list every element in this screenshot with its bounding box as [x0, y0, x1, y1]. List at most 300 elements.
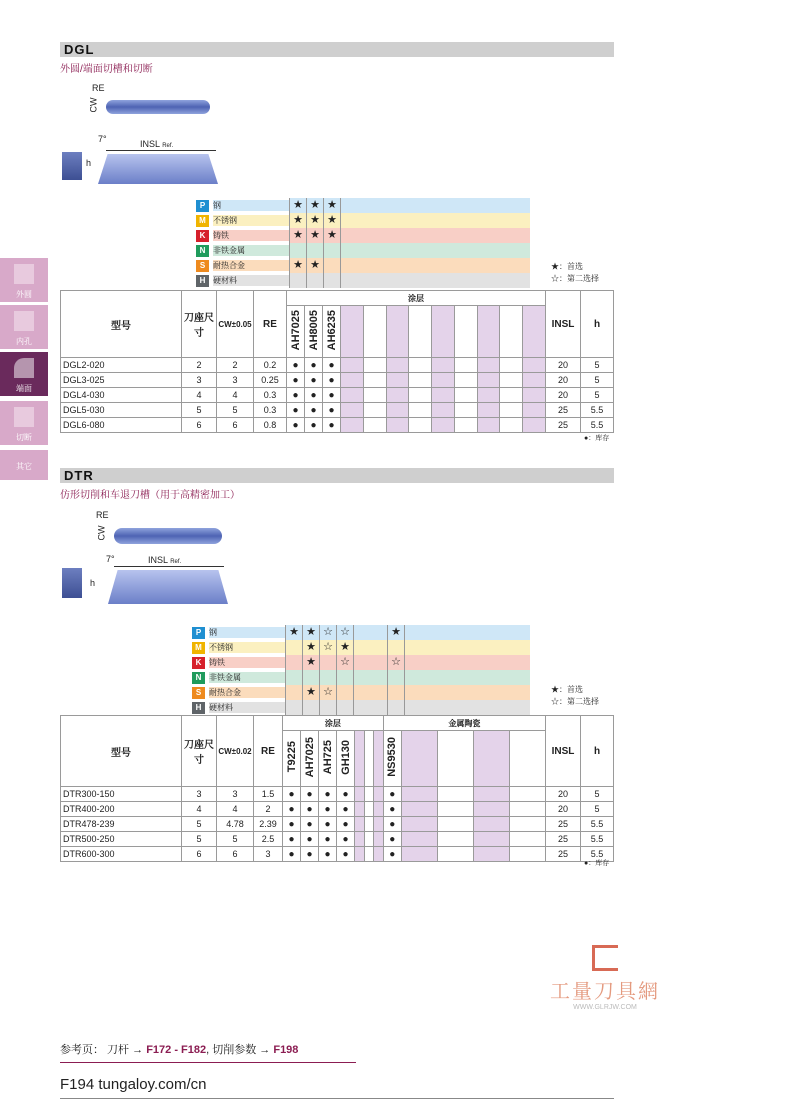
rating-empty	[353, 625, 387, 640]
material-key: P	[196, 200, 209, 212]
col-model: 型号	[61, 291, 182, 358]
cw-cell: 2	[217, 358, 254, 373]
side-tab-label: 内孔	[16, 337, 32, 346]
face-grooving-icon	[14, 358, 34, 378]
table-row	[61, 373, 614, 388]
material-row-h	[192, 700, 530, 715]
rating-cell	[302, 700, 319, 715]
stock-cell: ●	[305, 418, 323, 433]
page-number: F194	[60, 1076, 95, 1093]
model-cell: DTR300-150	[61, 787, 182, 802]
grade-empty	[409, 306, 432, 358]
stock-cell: ●	[337, 787, 355, 802]
re-cell: 0.8	[254, 418, 287, 433]
reference-pages	[60, 1041, 298, 1057]
side-tab-face[interactable]	[0, 352, 48, 396]
angle-label: 7°	[98, 134, 107, 144]
table-row	[61, 817, 614, 832]
re-cell: 3	[254, 847, 283, 862]
rating-cell: ★	[285, 625, 302, 640]
h-cell: 5.5	[581, 847, 614, 862]
cw-cell: 6	[217, 847, 254, 862]
rating-cell: ★	[323, 213, 340, 228]
rating-cell: ★	[289, 258, 306, 273]
stock-cell: ●	[337, 847, 355, 862]
rating-empty	[353, 640, 387, 655]
material-row-s	[196, 258, 530, 273]
dtr-stock-note: ●：库存	[584, 860, 610, 867]
material-row-m	[192, 640, 530, 655]
material-row-k	[192, 655, 530, 670]
cw-cell: 5	[217, 403, 254, 418]
stock-cell: ●	[337, 817, 355, 832]
side-tab-label: 外圆	[16, 290, 32, 299]
rating-cell	[387, 700, 404, 715]
rating-filler	[404, 670, 530, 685]
model-cell: DGL4-030	[61, 388, 182, 403]
cutoff-icon	[14, 407, 34, 427]
rating-cell	[306, 273, 323, 288]
h-label: h	[90, 578, 96, 588]
rating-cell: ★	[302, 640, 319, 655]
material-key: M	[196, 215, 209, 227]
material-row-h	[196, 273, 530, 288]
rating-cell	[289, 243, 306, 258]
material-key: M	[192, 642, 205, 654]
insl-cell: 20	[546, 787, 581, 802]
insl-cell: 25	[546, 847, 581, 862]
rating-cell: ★	[323, 228, 340, 243]
re-cell: 1.5	[254, 787, 283, 802]
rating-cell	[285, 655, 302, 670]
model-cell: DGL6-080	[61, 418, 182, 433]
rating-empty	[353, 685, 387, 700]
dtr-title: DTR	[64, 468, 94, 483]
model-cell: DTR478-239	[61, 817, 182, 832]
stock-cell: ●	[323, 358, 341, 373]
dtr-section-header	[60, 468, 614, 483]
material-row-p	[196, 198, 530, 213]
rating-cell	[289, 273, 306, 288]
stock-cell: ●	[383, 832, 401, 847]
legend-second-choice: ☆：第二选择	[551, 697, 599, 706]
rating-filler	[340, 213, 530, 228]
h-label: h	[86, 158, 92, 168]
col-cw: CW±0.05	[217, 291, 254, 358]
col-cw: CW±0.02	[217, 716, 254, 787]
stock-cell: ●	[337, 832, 355, 847]
stock-cell: ●	[287, 418, 305, 433]
rating-cell: ☆	[319, 625, 336, 640]
stock-cell: ●	[383, 787, 401, 802]
grade-header: AH7025	[301, 731, 319, 787]
seat-cell: 3	[182, 787, 217, 802]
material-key: N	[196, 245, 209, 257]
material-name: 硬材料	[209, 702, 285, 713]
rating-cell	[319, 670, 336, 685]
side-tab-label: 切断	[16, 433, 32, 442]
material-key: P	[192, 627, 205, 639]
stock-cell: ●	[301, 802, 319, 817]
re-cell: 2.39	[254, 817, 283, 832]
grade-header: GH130	[337, 731, 355, 787]
grade-empty	[374, 731, 384, 787]
stock-cell: ●	[323, 373, 341, 388]
dtr-holder-image	[62, 568, 82, 598]
insl-cell: 20	[546, 373, 581, 388]
seat-cell: 2	[182, 358, 217, 373]
rating-cell	[387, 640, 404, 655]
h-cell: 5	[581, 787, 614, 802]
seat-cell: 5	[182, 817, 217, 832]
side-tab-other[interactable]	[0, 450, 48, 480]
model-cell: DGL3-025	[61, 373, 182, 388]
cw-cell: 4.78	[217, 817, 254, 832]
col-model: 型号	[61, 716, 182, 787]
seat-cell: 4	[182, 388, 217, 403]
stock-cell: ●	[287, 388, 305, 403]
rating-cell: ★	[289, 213, 306, 228]
dgl-holder-image	[62, 152, 82, 180]
rating-cell	[387, 670, 404, 685]
watermark	[540, 945, 670, 1011]
h-cell: 5	[581, 802, 614, 817]
model-cell: DTR600-300	[61, 847, 182, 862]
rating-cell	[306, 243, 323, 258]
col-h: h	[581, 716, 614, 787]
stock-cell: ●	[323, 418, 341, 433]
page-footer	[60, 1076, 207, 1093]
grade-empty	[437, 731, 473, 787]
insl-label: INSL Ref.	[148, 555, 182, 565]
col-insl: INSL	[546, 291, 581, 358]
stock-cell: ●	[383, 802, 401, 817]
ref-prefix: 参考页： 刀杆 →	[60, 1044, 144, 1056]
seat-cell: 5	[182, 832, 217, 847]
model-cell: DGL2-020	[61, 358, 182, 373]
insl-dimension-line	[114, 566, 224, 567]
material-key: S	[196, 260, 209, 272]
rating-cell	[285, 700, 302, 715]
re-label: RE	[96, 510, 109, 520]
material-row-k	[196, 228, 530, 243]
seat-cell: 5	[182, 403, 217, 418]
col-insl: INSL	[546, 716, 581, 787]
rating-filler	[340, 273, 530, 288]
dtr-subtitle: 仿形切削和车退刀槽（用于高精密加工）	[60, 490, 240, 501]
stock-cell: ●	[337, 802, 355, 817]
seat-cell: 4	[182, 802, 217, 817]
rating-cell: ★	[336, 640, 353, 655]
stock-cell: ●	[301, 787, 319, 802]
insl-cell: 20	[546, 388, 581, 403]
material-name: 非铁金属	[213, 245, 289, 256]
rating-cell: ★	[306, 198, 323, 213]
cw-cell: 4	[217, 802, 254, 817]
side-tab-outer[interactable]	[0, 258, 48, 302]
rating-cell: ☆	[336, 625, 353, 640]
col-cermet: 金属陶瓷	[383, 716, 545, 731]
cw-cell: 3	[217, 787, 254, 802]
footer-divider	[60, 1098, 614, 1099]
material-name: 耐热合金	[209, 687, 285, 698]
col-re: RE	[254, 716, 283, 787]
table-row	[61, 832, 614, 847]
seat-cell: 3	[182, 373, 217, 388]
material-key: H	[196, 275, 209, 287]
col-h: h	[581, 291, 614, 358]
boring-icon	[14, 311, 34, 331]
col-seat: 刀座尺寸	[182, 291, 217, 358]
stock-cell: ●	[319, 802, 337, 817]
material-row-s	[192, 685, 530, 700]
insl-dimension-line	[106, 150, 216, 151]
rating-cell	[319, 700, 336, 715]
re-cell: 0.3	[254, 403, 287, 418]
rating-cell	[336, 670, 353, 685]
dtr-insert-side-image	[108, 570, 228, 604]
table-row	[61, 418, 614, 433]
stock-cell: ●	[283, 847, 301, 862]
grade-empty	[523, 306, 546, 358]
stock-cell: ●	[305, 373, 323, 388]
stock-cell: ●	[283, 802, 301, 817]
grade-empty	[401, 731, 437, 787]
stock-cell: ●	[301, 832, 319, 847]
grade-header: AH725	[319, 731, 337, 787]
table-row	[61, 802, 614, 817]
dgl-insert-top-image	[106, 100, 210, 114]
material-name: 钢	[209, 627, 285, 638]
material-row-m	[196, 213, 530, 228]
material-row-n	[196, 243, 530, 258]
re-label: RE	[92, 83, 105, 93]
seat-cell: 6	[182, 847, 217, 862]
stock-cell: ●	[319, 817, 337, 832]
stock-cell: ●	[287, 358, 305, 373]
h-cell: 5.5	[581, 403, 614, 418]
grade-empty	[477, 306, 500, 358]
outer-turning-icon	[14, 264, 34, 284]
stock-cell: ●	[323, 403, 341, 418]
dgl-stock-note: ●：库存	[584, 435, 610, 442]
rating-filler	[340, 258, 530, 273]
rating-filler	[340, 228, 530, 243]
seat-cell: 6	[182, 418, 217, 433]
rating-filler	[404, 700, 530, 715]
rating-cell	[285, 670, 302, 685]
rating-cell	[336, 685, 353, 700]
watermark-brand: 工量刀具網	[550, 981, 660, 1003]
angle-label: 7°	[106, 554, 115, 564]
material-name: 耐热合金	[213, 260, 289, 271]
h-cell: 5.5	[581, 418, 614, 433]
rating-cell	[336, 700, 353, 715]
material-key: K	[196, 230, 209, 242]
col-coating: 涂层	[283, 716, 384, 731]
insl-cell: 25	[546, 418, 581, 433]
material-name: 不锈钢	[209, 642, 285, 653]
side-tab-inner[interactable]	[0, 305, 48, 349]
re-cell: 2.5	[254, 832, 283, 847]
dgl-title: DGL	[64, 42, 95, 57]
dgl-section-header	[60, 42, 614, 57]
stock-cell: ●	[305, 403, 323, 418]
grade-header: AH8005	[305, 306, 323, 358]
rating-cell: ★	[306, 228, 323, 243]
grade-empty	[454, 306, 477, 358]
model-cell: DTR400-200	[61, 802, 182, 817]
stock-cell: ●	[283, 817, 301, 832]
material-row-p	[192, 625, 530, 640]
material-name: 不锈钢	[213, 215, 289, 226]
grade-empty	[509, 731, 545, 787]
cw-label: CW	[96, 525, 107, 541]
dgl-subtitle: 外圆/端面切槽和切断	[60, 64, 153, 75]
rating-empty	[353, 670, 387, 685]
reference-divider	[60, 1062, 356, 1063]
rating-cell: ☆	[336, 655, 353, 670]
re-cell: 0.25	[254, 373, 287, 388]
col-coating: 涂层	[287, 291, 546, 306]
legend-first-choice: ★：首选	[551, 262, 583, 271]
table-row	[61, 403, 614, 418]
grade-empty	[355, 731, 365, 787]
rating-filler	[404, 685, 530, 700]
rating-cell	[323, 243, 340, 258]
grade-empty	[364, 731, 374, 787]
side-tab-cutoff[interactable]	[0, 401, 48, 445]
rating-cell: ☆	[387, 655, 404, 670]
insl-cell: 25	[546, 817, 581, 832]
stock-cell: ●	[283, 832, 301, 847]
material-name: 非铁金属	[209, 672, 285, 683]
rating-cell: ★	[302, 685, 319, 700]
rating-cell	[319, 655, 336, 670]
grade-empty	[500, 306, 523, 358]
ref-link-holders[interactable]: F172 - F182	[146, 1044, 207, 1056]
cw-cell: 6	[217, 418, 254, 433]
rating-cell: ★	[289, 198, 306, 213]
watermark-url: WWW.GLRJW.COM	[573, 1004, 637, 1011]
insl-cell: 25	[546, 832, 581, 847]
legend-first-choice: ★：首选	[551, 685, 583, 694]
h-cell: 5	[581, 373, 614, 388]
material-row-n	[192, 670, 530, 685]
stock-cell: ●	[287, 373, 305, 388]
grade-header: AH7025	[287, 306, 305, 358]
stock-cell: ●	[319, 832, 337, 847]
rating-cell	[387, 685, 404, 700]
stock-cell: ●	[383, 847, 401, 862]
material-name: 硬材料	[213, 275, 289, 286]
ref-link-cutting-data[interactable]: F198	[273, 1044, 299, 1056]
insl-cell: 25	[546, 403, 581, 418]
rating-cell: ★	[302, 655, 319, 670]
table-row	[61, 787, 614, 802]
insl-label: INSL Ref.	[140, 139, 174, 149]
grade-header: AH6235	[323, 306, 341, 358]
material-key: N	[192, 672, 205, 684]
material-key: S	[192, 687, 205, 699]
grade-header: T9225	[283, 731, 301, 787]
side-tab-label: 其它	[16, 462, 32, 471]
ref-mid: , 切削参数 →	[206, 1044, 271, 1056]
stock-cell: ●	[319, 847, 337, 862]
material-name: 铸铁	[213, 230, 289, 241]
legend-second-choice: ☆：第二选择	[551, 274, 599, 283]
dgl-spec-table	[60, 290, 614, 433]
cw-label: CW	[88, 97, 99, 113]
rating-empty	[353, 700, 387, 715]
re-cell: 0.3	[254, 388, 287, 403]
h-cell: 5	[581, 358, 614, 373]
material-name: 铸铁	[209, 657, 285, 668]
rating-filler	[340, 243, 530, 258]
side-tab-label: 端面	[16, 384, 32, 393]
insl-cell: 20	[546, 802, 581, 817]
grade-empty	[473, 731, 509, 787]
re-cell: 0.2	[254, 358, 287, 373]
stock-cell: ●	[305, 388, 323, 403]
material-key: H	[192, 702, 205, 714]
h-cell: 5	[581, 388, 614, 403]
stock-cell: ●	[301, 847, 319, 862]
rating-cell: ★	[306, 213, 323, 228]
rating-cell	[323, 258, 340, 273]
stock-cell: ●	[305, 358, 323, 373]
grade-header: NS9530	[383, 731, 401, 787]
table-row	[61, 388, 614, 403]
site-url[interactable]: tungaloy.com/cn	[98, 1076, 207, 1093]
dgl-legend	[551, 261, 599, 285]
rating-cell: ☆	[319, 685, 336, 700]
stock-cell: ●	[323, 388, 341, 403]
cw-cell: 4	[217, 388, 254, 403]
dtr-legend	[551, 684, 599, 708]
insl-cell: 20	[546, 358, 581, 373]
stock-cell: ●	[283, 787, 301, 802]
rating-cell: ★	[302, 625, 319, 640]
rating-cell: ★	[306, 258, 323, 273]
stock-cell: ●	[287, 403, 305, 418]
grade-empty	[341, 306, 364, 358]
stock-cell: ●	[301, 817, 319, 832]
rating-cell: ★	[289, 228, 306, 243]
rating-filler	[340, 198, 530, 213]
model-cell: DTR500-250	[61, 832, 182, 847]
cw-cell: 3	[217, 373, 254, 388]
stock-cell: ●	[383, 817, 401, 832]
h-cell: 5.5	[581, 832, 614, 847]
rating-filler	[404, 640, 530, 655]
rating-cell	[285, 640, 302, 655]
material-name: 钢	[213, 200, 289, 211]
grade-empty	[386, 306, 409, 358]
rating-filler	[404, 625, 530, 640]
rating-cell: ☆	[319, 640, 336, 655]
grade-empty	[363, 306, 386, 358]
watermark-logo-icon	[592, 945, 618, 971]
rating-cell: ★	[323, 198, 340, 213]
rating-empty	[353, 655, 387, 670]
material-key: K	[192, 657, 205, 669]
rating-cell	[323, 273, 340, 288]
rating-cell	[302, 670, 319, 685]
rating-cell: ★	[387, 625, 404, 640]
col-seat: 刀座尺寸	[182, 716, 217, 787]
dtr-insert-top-image	[114, 528, 222, 544]
